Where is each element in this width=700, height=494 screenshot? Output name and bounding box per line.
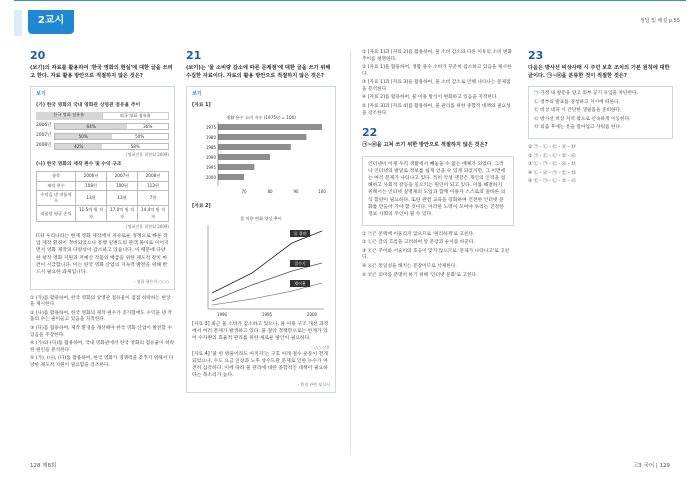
tick-label: 100 <box>318 188 326 194</box>
question-stem: (보기)의 자료를 활용하여 '한국 영화의 현실'에 대한 글을 쓰려고 한다. 자료 활용 방안으로 적절하지 않은 것은? <box>30 65 173 79</box>
reference-box <box>186 86 336 393</box>
tick-label: 70 <box>241 188 247 194</box>
question-stem: (보기)는 '물 소비량 감소에 따른 문제점'에 대한 글을 쓰기 위해 수집한 자료이다. 자료의 활용 방안으로 적절하지 않은 것은? <box>186 65 331 79</box>
tick-label: 1995 <box>205 164 216 170</box>
list-item: ㉡ 정부의 발표를 경청하고 지시에 따른다. <box>534 99 621 105</box>
material-ga-title: (가) 한국 영화의 국내 영화관 상영관 점유율 추이 <box>36 102 141 108</box>
choice-item: ⑤ ㉤은 의미를 분명히 하기 위해 '인터넷 문화'로 고친다. <box>362 272 478 278</box>
material-da-text: (다) 우리나라는 현재 영화 제작에서 자유로운 경쟁으로 빠른 작업 제작 환경이 정비되었으나 흥행 일변도의 관객 몰이로 이어지면서 영화 제작의 다양성이 감소하고 있습니다. 이 때문에 다양한 창작 영화 지원과 저예산 작품의 배급을 위한 제도적 장치 마련이 시급합니다. 이는 한국 영화 산업의 지속적 발전을 위해 반드시 필요한 과제입니다. <box>36 234 169 275</box>
table-row <box>37 206 169 222</box>
question-number: 20 <box>30 49 46 62</box>
reference-box <box>30 86 175 290</box>
page-number-left: 128 제8회 <box>30 463 57 469</box>
items-box <box>528 86 673 139</box>
material-label: [자료 2] <box>192 203 211 209</box>
share-bar <box>54 133 169 140</box>
question-20 <box>30 50 175 371</box>
table-cell: 작품당 평균 손익 <box>37 206 76 222</box>
table-cell: 7편 <box>137 190 168 206</box>
source-note: (영화진흥 위원회 2009) <box>126 224 169 230</box>
korean-share: 50% <box>55 134 112 139</box>
source-note: - ○○ 신문 <box>311 344 330 350</box>
material-text: [자료 4] '물 한 방울이라도 아끼자'는 구호 아래 절수 운동이 전개되었으나, 수도 요금 인상과 노후 상수도관 문제로 인한 누수가 여전히 심각하다. 이에 따라 물 관리에 대한 종합적인 대책이 필요하다는 목소리가 높다. <box>192 351 328 379</box>
list-item: ㉤ 외출 후에는 옷을 갈아입고 샤워를 한다. <box>534 125 622 131</box>
table-cell: 11.5억 원 적자 <box>76 206 107 222</box>
tick-label: 1995 <box>261 311 273 317</box>
question-23 <box>528 50 673 188</box>
header-rule <box>14 0 686 10</box>
choice-item: ④ ㉡ - ㉣ - ㉠ - ㉢ - ㉤ <box>528 170 576 176</box>
bar-legend <box>36 112 169 120</box>
running-head: 정답 및 해설 p.55 <box>639 18 680 24</box>
table-cell: 14.4억 원 적자 <box>137 206 168 222</box>
korean-share: 42% <box>55 144 102 149</box>
passage-text: 인터넷이 이제 우리 생활에서 빼놓을 수 없는 매체가 되었다. 그러나 인터넷의 발달로 정보를 쉽게 얻을 수 있게 되었지만, 그 이면에는 여러 문제가 나타나고 있다. 특히 악성 댓글은 개인의 인격을 침해하고 사회적 갈등을 일으키는 원인이 되고 있다. 이를 해결하기 위해서는 인터넷 실명제의 도입과 함께 이용자 스스로의 올바른 의식 함양이 필요하다. 또한 관련 교육을 강화하여 건전한 인터넷 문화를 만들어 가야 할 것이다. 이러한 노력이 모여야 우리는 진정한 정보 사회의 주인이 될 수 있다. <box>368 161 506 218</box>
source-note: - 영화 평론가 ○○○ <box>133 278 169 284</box>
choice-item: ② [자료 1]을 활용하여, 생활 용수 소비가 꾸준히 감소하고 있음을 제시한다. <box>362 65 512 77</box>
series-label: 물 절약 <box>293 230 307 236</box>
list-item: ㉠ 가정 내 창문을 닫고 외부 공기 유입을 차단한다. <box>534 91 639 97</box>
series-label: 재이용 <box>294 280 306 286</box>
material-na-title: (나) 한국 영화의 제작 편수 및 수익 구조 <box>36 162 122 168</box>
foreign-share: 58% <box>102 144 168 149</box>
choice-item: ① [자료 1]과 [자료 2]를 활용하여, 물 소비 감소와 다른 이유의 소비 변화 추이를 설명한다. <box>362 50 513 62</box>
list-item: ㉣ 방사선 비상 지역 밖으로 신속하게 이동한다. <box>534 116 631 122</box>
box-label: 보기 <box>192 91 202 98</box>
share-year: 2008년 <box>36 142 52 148</box>
bar <box>218 154 270 160</box>
question-stem: ㉠~㉤을 고쳐 쓰기 위한 방안으로 적절하지 않은 것은? <box>362 142 488 149</box>
table-cell: 100편 <box>107 181 138 190</box>
choice-item: ④ [자료 2]를 활용하여, 물 이용 방식이 변화하고 있음을 지적한다. <box>362 95 498 101</box>
table-header: 항목 <box>37 172 76 181</box>
legend-foreign: 외국 영화 점유율 <box>102 112 170 120</box>
answer-choices <box>528 145 673 186</box>
tick-label: 1990 <box>216 311 228 317</box>
share-year: 2006년 <box>36 122 52 128</box>
choice-item: ① ㉠ - ㉡ - ㉢ - ㉣ - ㉤ <box>528 144 576 150</box>
series-label: 절수기 <box>294 260 306 266</box>
choice-item: ④ ㉣은 통일성을 해치는 문장이므로 삭제한다. <box>362 264 457 270</box>
choice-item: ③ (다)를 활용하여, 제작 환경을 개선해야 한국 영화 산업이 발전할 수 있음을 주장한다. <box>30 325 172 338</box>
tick-label: 1990 <box>205 154 216 160</box>
foreign-share: 36% <box>127 124 168 129</box>
question-number: 22 <box>362 126 378 140</box>
legend-korean: 한국 영화 점유율 <box>36 112 102 120</box>
share-bar <box>54 143 169 150</box>
table-cell: 13편 <box>76 190 107 206</box>
answer-choices <box>362 232 514 279</box>
section-tab: 2교시 <box>28 10 74 34</box>
bar <box>218 144 291 150</box>
foreign-share: 50% <box>112 134 169 139</box>
table-cell: 17.0억 원 적자 <box>107 206 138 222</box>
share-year: 2007년 <box>36 132 52 138</box>
answer-choices <box>30 296 175 370</box>
passage-box <box>362 156 514 226</box>
choice-item: ⑤ ㉢ - ㉠ - ㉡ - ㉤ - ㉣ <box>528 179 576 185</box>
korean-share: 64% <box>55 124 127 129</box>
usage-line-chart <box>192 213 330 317</box>
tick-label: 1985 <box>205 144 216 150</box>
choice-item: ⑤ [자료 3]과 [자료 4]를 활용하여, 물 관리를 위한 종합적 대책의 필요성을 강조한다. <box>362 104 511 116</box>
source-note: (영화진흥 위원회 2009) <box>126 152 169 158</box>
table-cell: 113편 <box>137 181 168 190</box>
share-row <box>36 132 169 140</box>
table-header: 2008년 <box>137 172 168 181</box>
tick-label: 1980 <box>205 134 216 140</box>
choice-item: ① ㉠은 문맥에 어울리지 않으므로 '편리하게'로 고친다. <box>362 231 475 237</box>
tick-label: 1975 <box>205 124 216 130</box>
table-cell: 제작 편수 <box>37 181 76 190</box>
production-table <box>36 171 169 222</box>
tick-label: 2000 <box>306 311 318 317</box>
choice-item: ③ ㉡ - ㉠ - ㉢ - ㉣ - ㉤ <box>528 162 576 168</box>
bar <box>218 134 306 140</box>
question-number: 21 <box>186 49 202 62</box>
chart-title: 물 이용 변화 양상 추이 <box>240 215 282 221</box>
choice-item: ④ (가)와 (다)를 활용하여, 국내 영화관에서 한국 영화의 점유율이 하락한 원인을 분석한다. <box>30 341 175 353</box>
choice-item: ③ ㉢은 주어와 서술어의 호응이 맞지 않으므로 '문제가 나타나고'로 고친다. <box>362 248 510 261</box>
box-label: 보기 <box>36 91 46 98</box>
table-header: 2007년 <box>107 172 138 181</box>
bar <box>218 174 244 180</box>
material-text: [자료 3] 최근 물 소비가 감소하고 있으나, 물 이용 구조 개선 과정에서 여러 문제가 발생하고 있다. 물 절약 정책만으로는 한계가 있어 수자원의 효율적 관리를 위한 새로운 방안이 필요하다. <box>192 321 329 342</box>
consumption-bar-chart <box>192 112 330 196</box>
choice-item: ② ㉠ - ㉢ - ㉡ - ㉤ - ㉣ <box>528 153 576 159</box>
bar <box>218 164 254 170</box>
choice-item: ① (가)를 활용하여, 한국 영화의 상영관 점유율이 점점 하락하는 현상을 제시한다. <box>30 295 171 308</box>
chart-title: 생활 용수 소비 지수 (1975년 = 100) <box>226 114 296 120</box>
share-bar <box>54 123 169 130</box>
share-row <box>36 122 169 130</box>
page-number-right: 고3 국어 | 129 <box>632 463 670 469</box>
table-cell: 108편 <box>76 181 107 190</box>
table-row <box>37 181 169 190</box>
choice-item: ② ㉡은 글의 흐름을 고려하여 앞 문장과 순서를 바꾼다. <box>362 240 475 246</box>
table-cell: 수익을 낸 작품의 수 <box>37 190 76 206</box>
choice-item: ③ [자료 1]과 [자료 3]을 활용하여, 물 소비 감소로 인해 나타나는 문제점을 분석한다. <box>362 80 511 92</box>
material-label: [자료 1] <box>192 102 211 108</box>
source-note: - 환경 관련 보고서 <box>297 382 330 388</box>
question-21-22 <box>362 50 514 281</box>
choice-item: ② (나)를 활용하여, 한국 영화의 제작 편수가 증가함에도 수익을 낸 작품의 수는 줄어들고 있음을 지적한다. <box>30 310 172 323</box>
table-header: 2006년 <box>76 172 107 181</box>
table-cell: 13편 <box>107 190 138 206</box>
bar <box>218 124 322 130</box>
share-row <box>36 142 169 150</box>
item-list <box>534 91 667 132</box>
page-gutter <box>350 50 351 455</box>
tick-label: 80 <box>267 188 273 194</box>
question-21 <box>186 50 336 399</box>
tick-label: 2000 <box>205 174 216 180</box>
list-item: ㉢ 비상 대피 시 간단한 생필품을 준비한다. <box>534 108 622 114</box>
answer-choices <box>362 50 514 117</box>
tick-label: 90 <box>293 188 299 194</box>
share-bars <box>36 122 169 150</box>
choice-item: ⑤ (가), (나), (다)를 활용하여, 한국 영화가 경쟁력을 갖추기 위해서 다양한 제도적 지원이 필요함을 강조한다. <box>30 356 174 368</box>
question-stem: 다음은 방사선 비상사태 시 주민 보호 조치의 기본 원칙에 대한 글이다. ㉠~㉤을 분류한 것이 적절한 것은? <box>528 65 670 79</box>
question-number: 23 <box>528 49 544 62</box>
header-accent <box>14 10 22 36</box>
table-row <box>37 190 169 206</box>
